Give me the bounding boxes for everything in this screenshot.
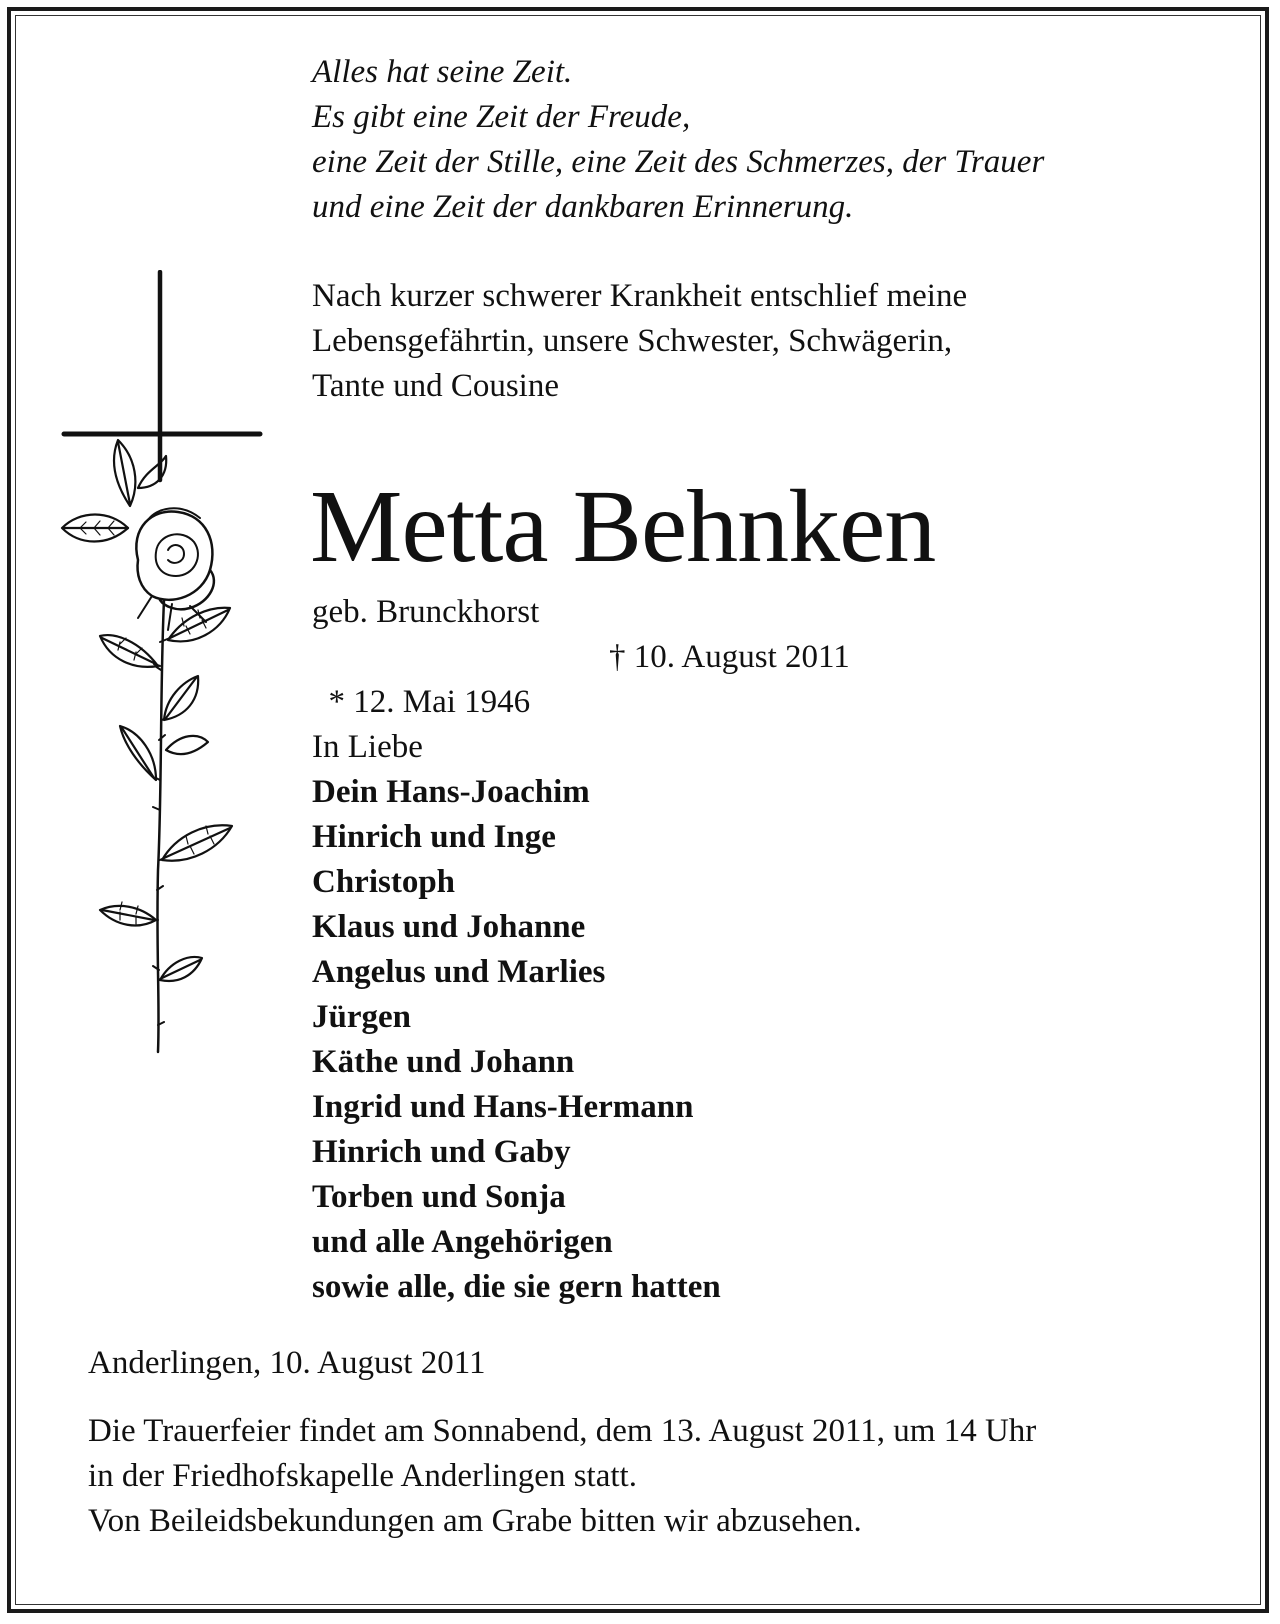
- mourner: Christoph: [312, 864, 456, 900]
- birth-date: * 12. Mai 1946: [328, 684, 531, 720]
- poem-line: eine Zeit der Stille, eine Zeit des Schmerzes, der Trauer: [312, 144, 1045, 180]
- funeral-line: Die Trauerfeier findet am Sonnabend, dem 13. August 2011, um 14 Uhr: [88, 1413, 1037, 1449]
- intro-line: Nach kurzer schwerer Krankheit entschlief meine: [312, 278, 968, 314]
- love-line: In Liebe: [312, 729, 423, 765]
- mourner: Hinrich und Gaby: [312, 1134, 571, 1170]
- funeral-line: in der Friedhofskapelle Anderlingen statt.: [88, 1458, 637, 1494]
- mourner: Torben und Sonja: [312, 1179, 566, 1215]
- birth-name: geb. Brunckhorst: [312, 594, 540, 630]
- poem: [312, 50, 1044, 230]
- death-date: † 10. August 2011: [609, 639, 850, 675]
- intro-line: Tante und Cousine: [312, 368, 559, 404]
- mourner: Hinrich und Inge: [312, 819, 556, 855]
- funeral-line: Von Beileidsbekundungen am Grabe bitten wir abzusehen.: [88, 1503, 862, 1539]
- mourner: und alle Angehörigen: [312, 1224, 613, 1260]
- mourners-list: [312, 770, 721, 1310]
- mourner: Angelus und Marlies: [312, 954, 606, 990]
- mourner: Klaus und Johanne: [312, 909, 586, 945]
- funeral-notice: [88, 1409, 1036, 1544]
- intro-line: Lebensgefährtin, unsere Schwester, Schwägerin,: [312, 323, 953, 359]
- mourner: Jürgen: [312, 999, 411, 1035]
- poem-line: Es gibt eine Zeit der Freude,: [312, 99, 691, 135]
- mourner: sowie alle, die sie gern hatten: [312, 1269, 721, 1305]
- poem-line: und eine Zeit der dankbaren Erinnerung.: [312, 189, 854, 225]
- cross-with-rose-icon: [60, 270, 270, 1060]
- intro-text: [312, 274, 967, 409]
- place-date: Anderlingen, 10. August 2011: [88, 1345, 486, 1381]
- mourner: Käthe und Johann: [312, 1044, 575, 1080]
- deceased-name: Metta Behnken: [310, 469, 936, 584]
- mourner: Ingrid und Hans-Hermann: [312, 1089, 694, 1125]
- mourner: Dein Hans-Joachim: [312, 774, 590, 810]
- poem-line: Alles hat seine Zeit.: [312, 54, 573, 90]
